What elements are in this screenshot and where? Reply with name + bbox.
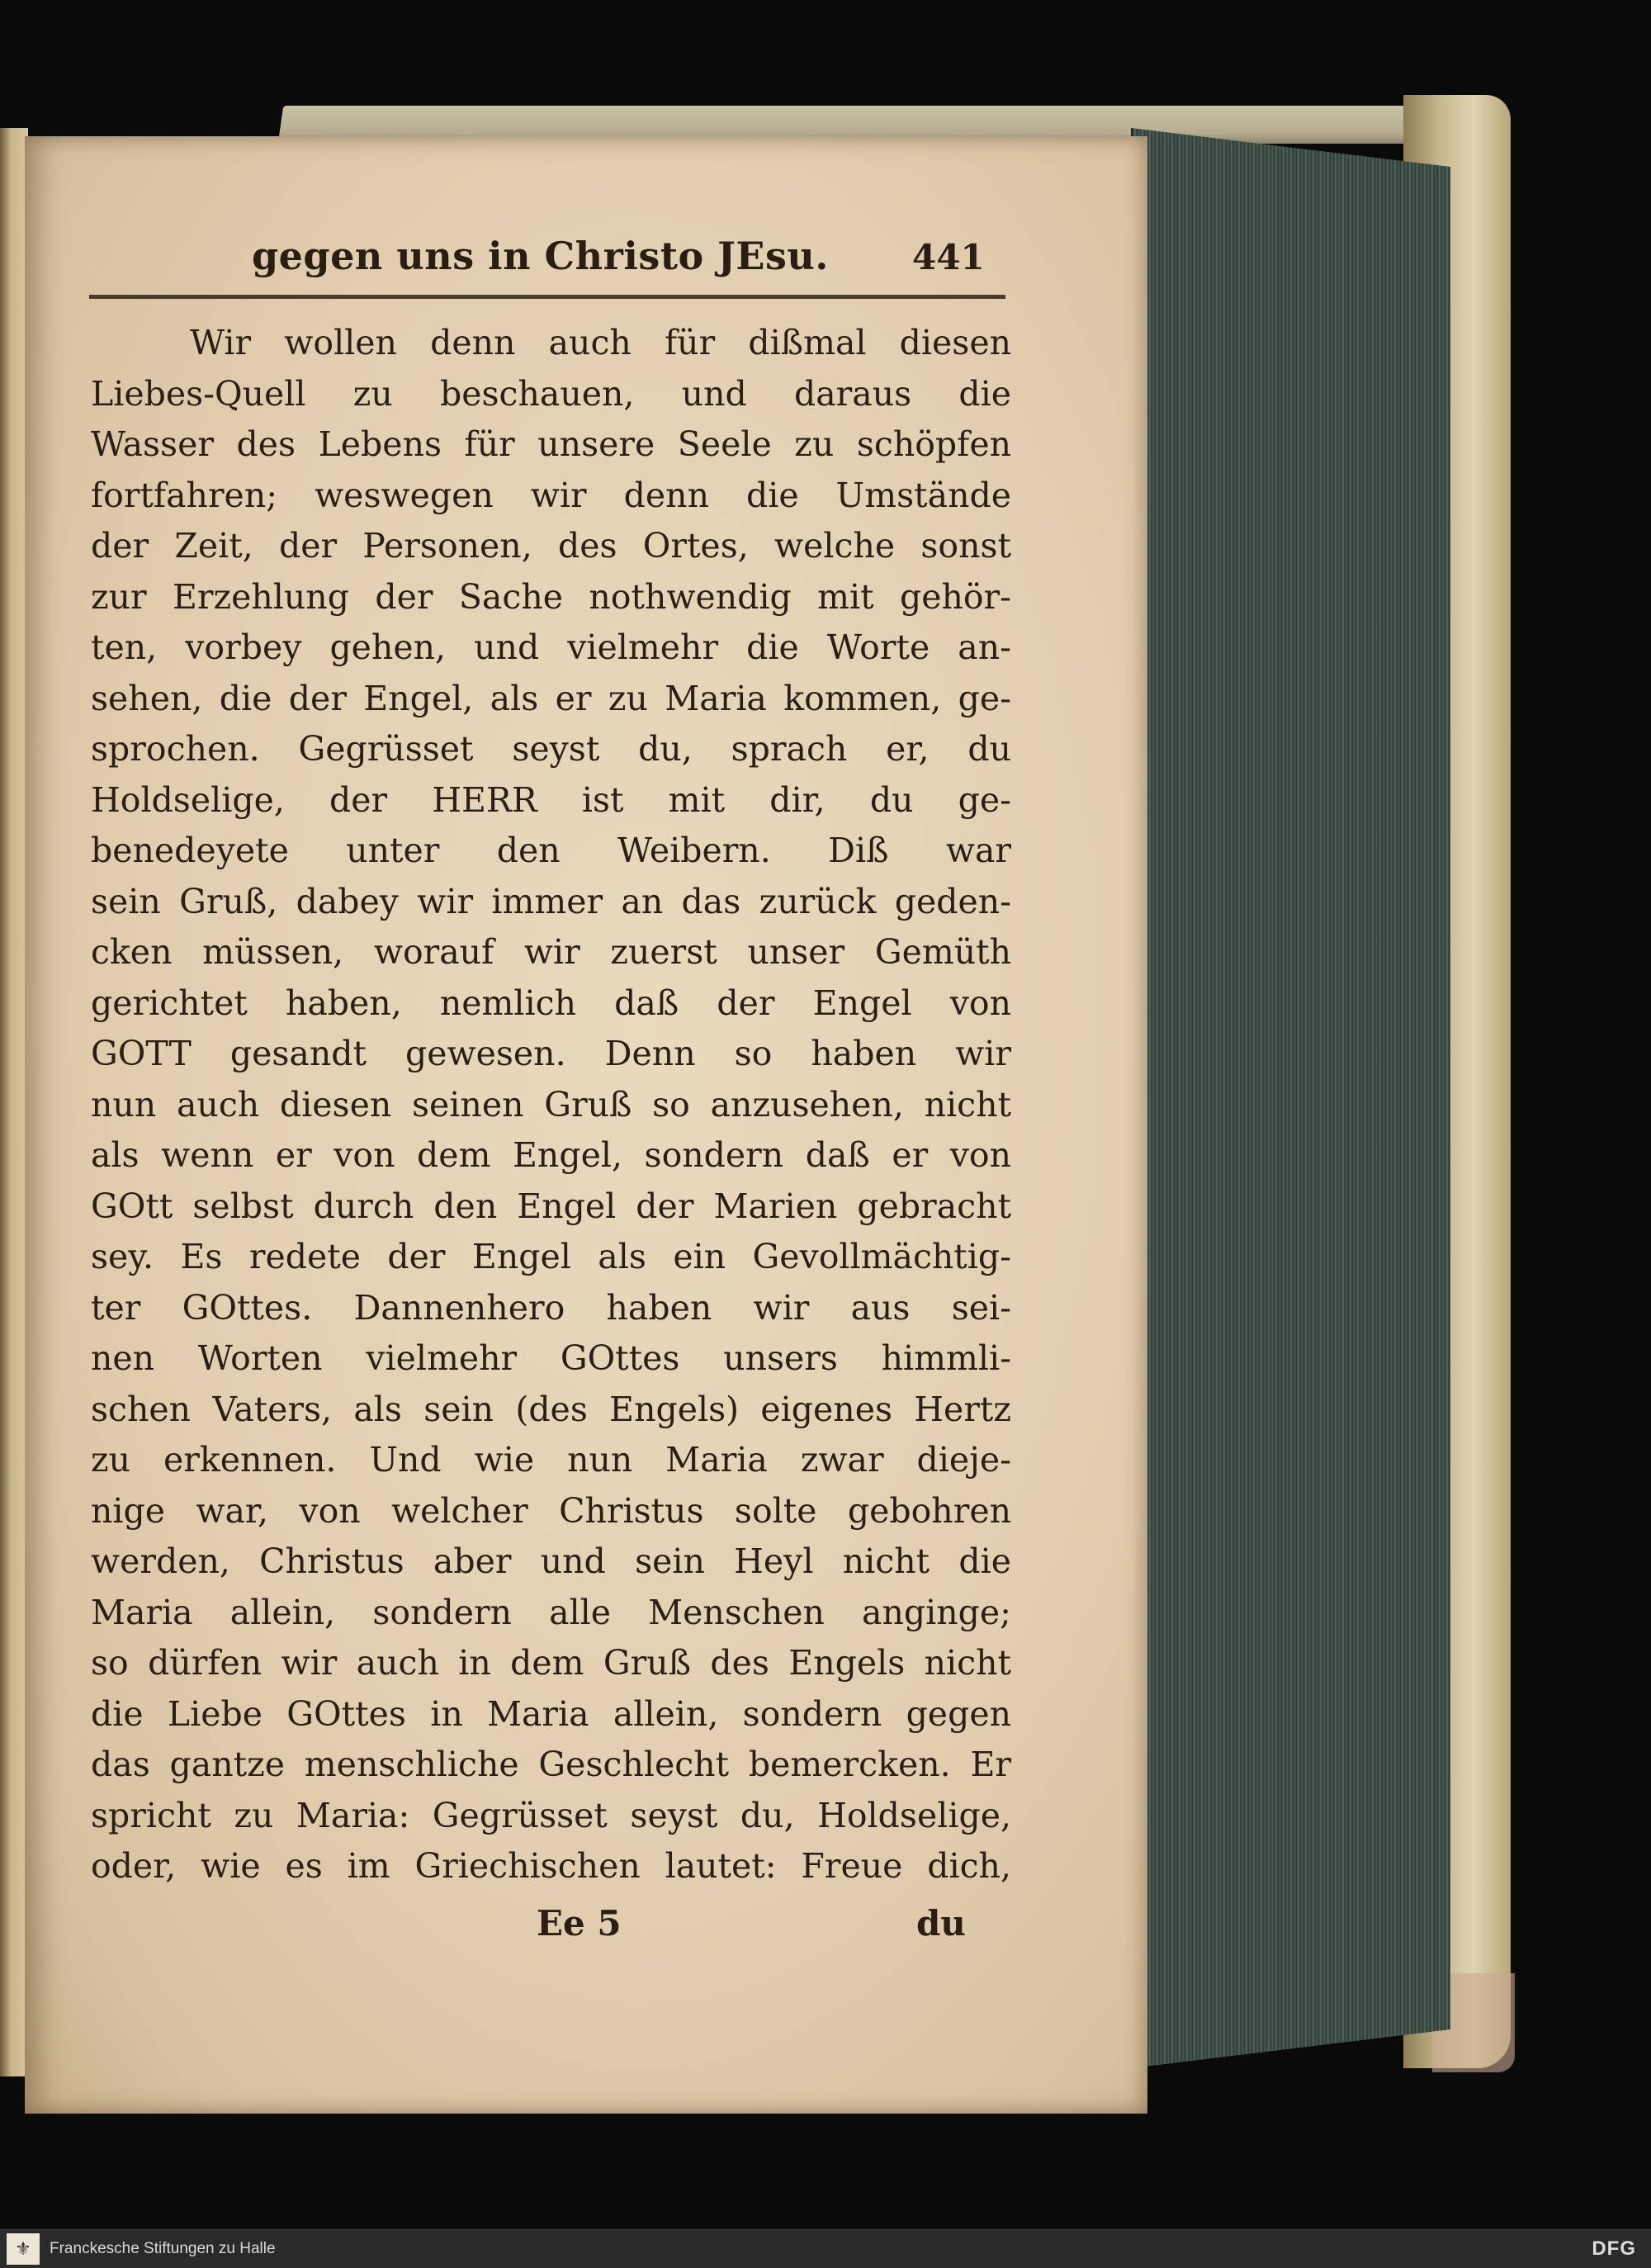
book-page	[25, 136, 1147, 2114]
text-line: gerichtet haben, nemlich daß der Engel von	[91, 982, 1011, 1023]
text-line: Wir wollen denn auch für dißmal diesen	[190, 323, 1011, 362]
text-line: so dürfen wir auch in dem Gruß des Engels nicht	[91, 1643, 1011, 1683]
dfg-logo: DFG	[1592, 2237, 1636, 2260]
page-number: 441	[912, 237, 985, 277]
text-line: zur Erzehlung der Sache nothwendig mit gehör-	[91, 576, 1011, 617]
header-rule	[89, 295, 1005, 299]
institution-name: Franckesche Stiftungen zu Halle	[50, 2240, 276, 2257]
text-line: die Liebe GOttes in Maria allein, sondern gegen	[91, 1693, 1011, 1734]
francke-foundation-logo-icon: ⚜	[7, 2233, 40, 2265]
text-line: Holdselige, der HERR ist mit dir, du ge-	[91, 779, 1011, 820]
text-line: sey. Es redete der Engel als ein Gevollmächtig-	[91, 1237, 1011, 1276]
body-text	[91, 318, 1011, 1892]
text-line: spricht zu Maria: Gegrüsset seyst du, Holdselige,	[91, 1795, 1011, 1835]
text-line: sein Gruß, dabey wir immer an das zurück geden-	[91, 881, 1011, 921]
text-line: ten, vorbey gehen, und vielmehr die Worte an-	[91, 627, 1011, 667]
page-fore-edges	[1131, 128, 1450, 2068]
text-line: Maria allein, sondern alle Menschen anginge;	[91, 1592, 1011, 1632]
text-line: GOTT gesandt gewesen. Denn so haben wir	[91, 1034, 1011, 1073]
text-line: als wenn er von dem Engel, sondern daß er von	[91, 1135, 1011, 1175]
text-line: cken müssen, worauf wir zuerst unser Gemüth	[91, 932, 1011, 972]
text-line: werden, Christus aber und sein Heyl nicht die	[91, 1541, 1011, 1581]
text-line: nun auch diesen seinen Gruß so anzusehen, nicht	[91, 1084, 1011, 1125]
running-head: gegen uns in Christo JEsu.	[252, 234, 829, 278]
text-line: der Zeit, der Personen, des Ortes, welche sonst	[91, 526, 1011, 566]
text-line: fortfahren; weswegen wir denn die Umstände	[91, 475, 1011, 515]
text-line: benedeyete unter den Weibern. Diß war	[91, 831, 1011, 870]
left-page-sliver	[0, 128, 28, 2076]
text-line: GOtt selbst durch den Engel der Marien gebracht	[91, 1186, 1011, 1226]
text-line: sprochen. Gegrüsset seyst du, sprach er, du	[91, 729, 1011, 769]
text-line: das gantze menschliche Geschlecht bemercken. Er	[91, 1745, 1011, 1784]
text-line: ter GOttes. Dannenhero haben wir aus sei-	[91, 1287, 1011, 1328]
text-line: oder, wie es im Griechischen lautet: Freue dich,	[91, 1846, 1011, 1886]
text-line: Wasser des Lebens für unsere Seele zu schöpfen	[91, 424, 1011, 464]
text-line: sehen, die der Engel, als er zu Maria kommen, ge-	[91, 678, 1011, 718]
catchword: du	[916, 1903, 966, 1944]
text-line: Liebes-Quell zu beschauen, und daraus die	[91, 373, 1011, 414]
text-line: nen Worten vielmehr GOttes unsers himmli-	[91, 1338, 1011, 1378]
footer-bar	[0, 2229, 1651, 2268]
text-line: zu erkennen. Und wie nun Maria zwar dieje-	[91, 1440, 1011, 1480]
signature-mark: Ee 5	[537, 1903, 622, 1944]
text-line: schen Vaters, als sein (des Engels) eigenes Hertz	[91, 1389, 1011, 1429]
text-line: nige war, von welcher Christus solte gebohren	[91, 1490, 1011, 1531]
